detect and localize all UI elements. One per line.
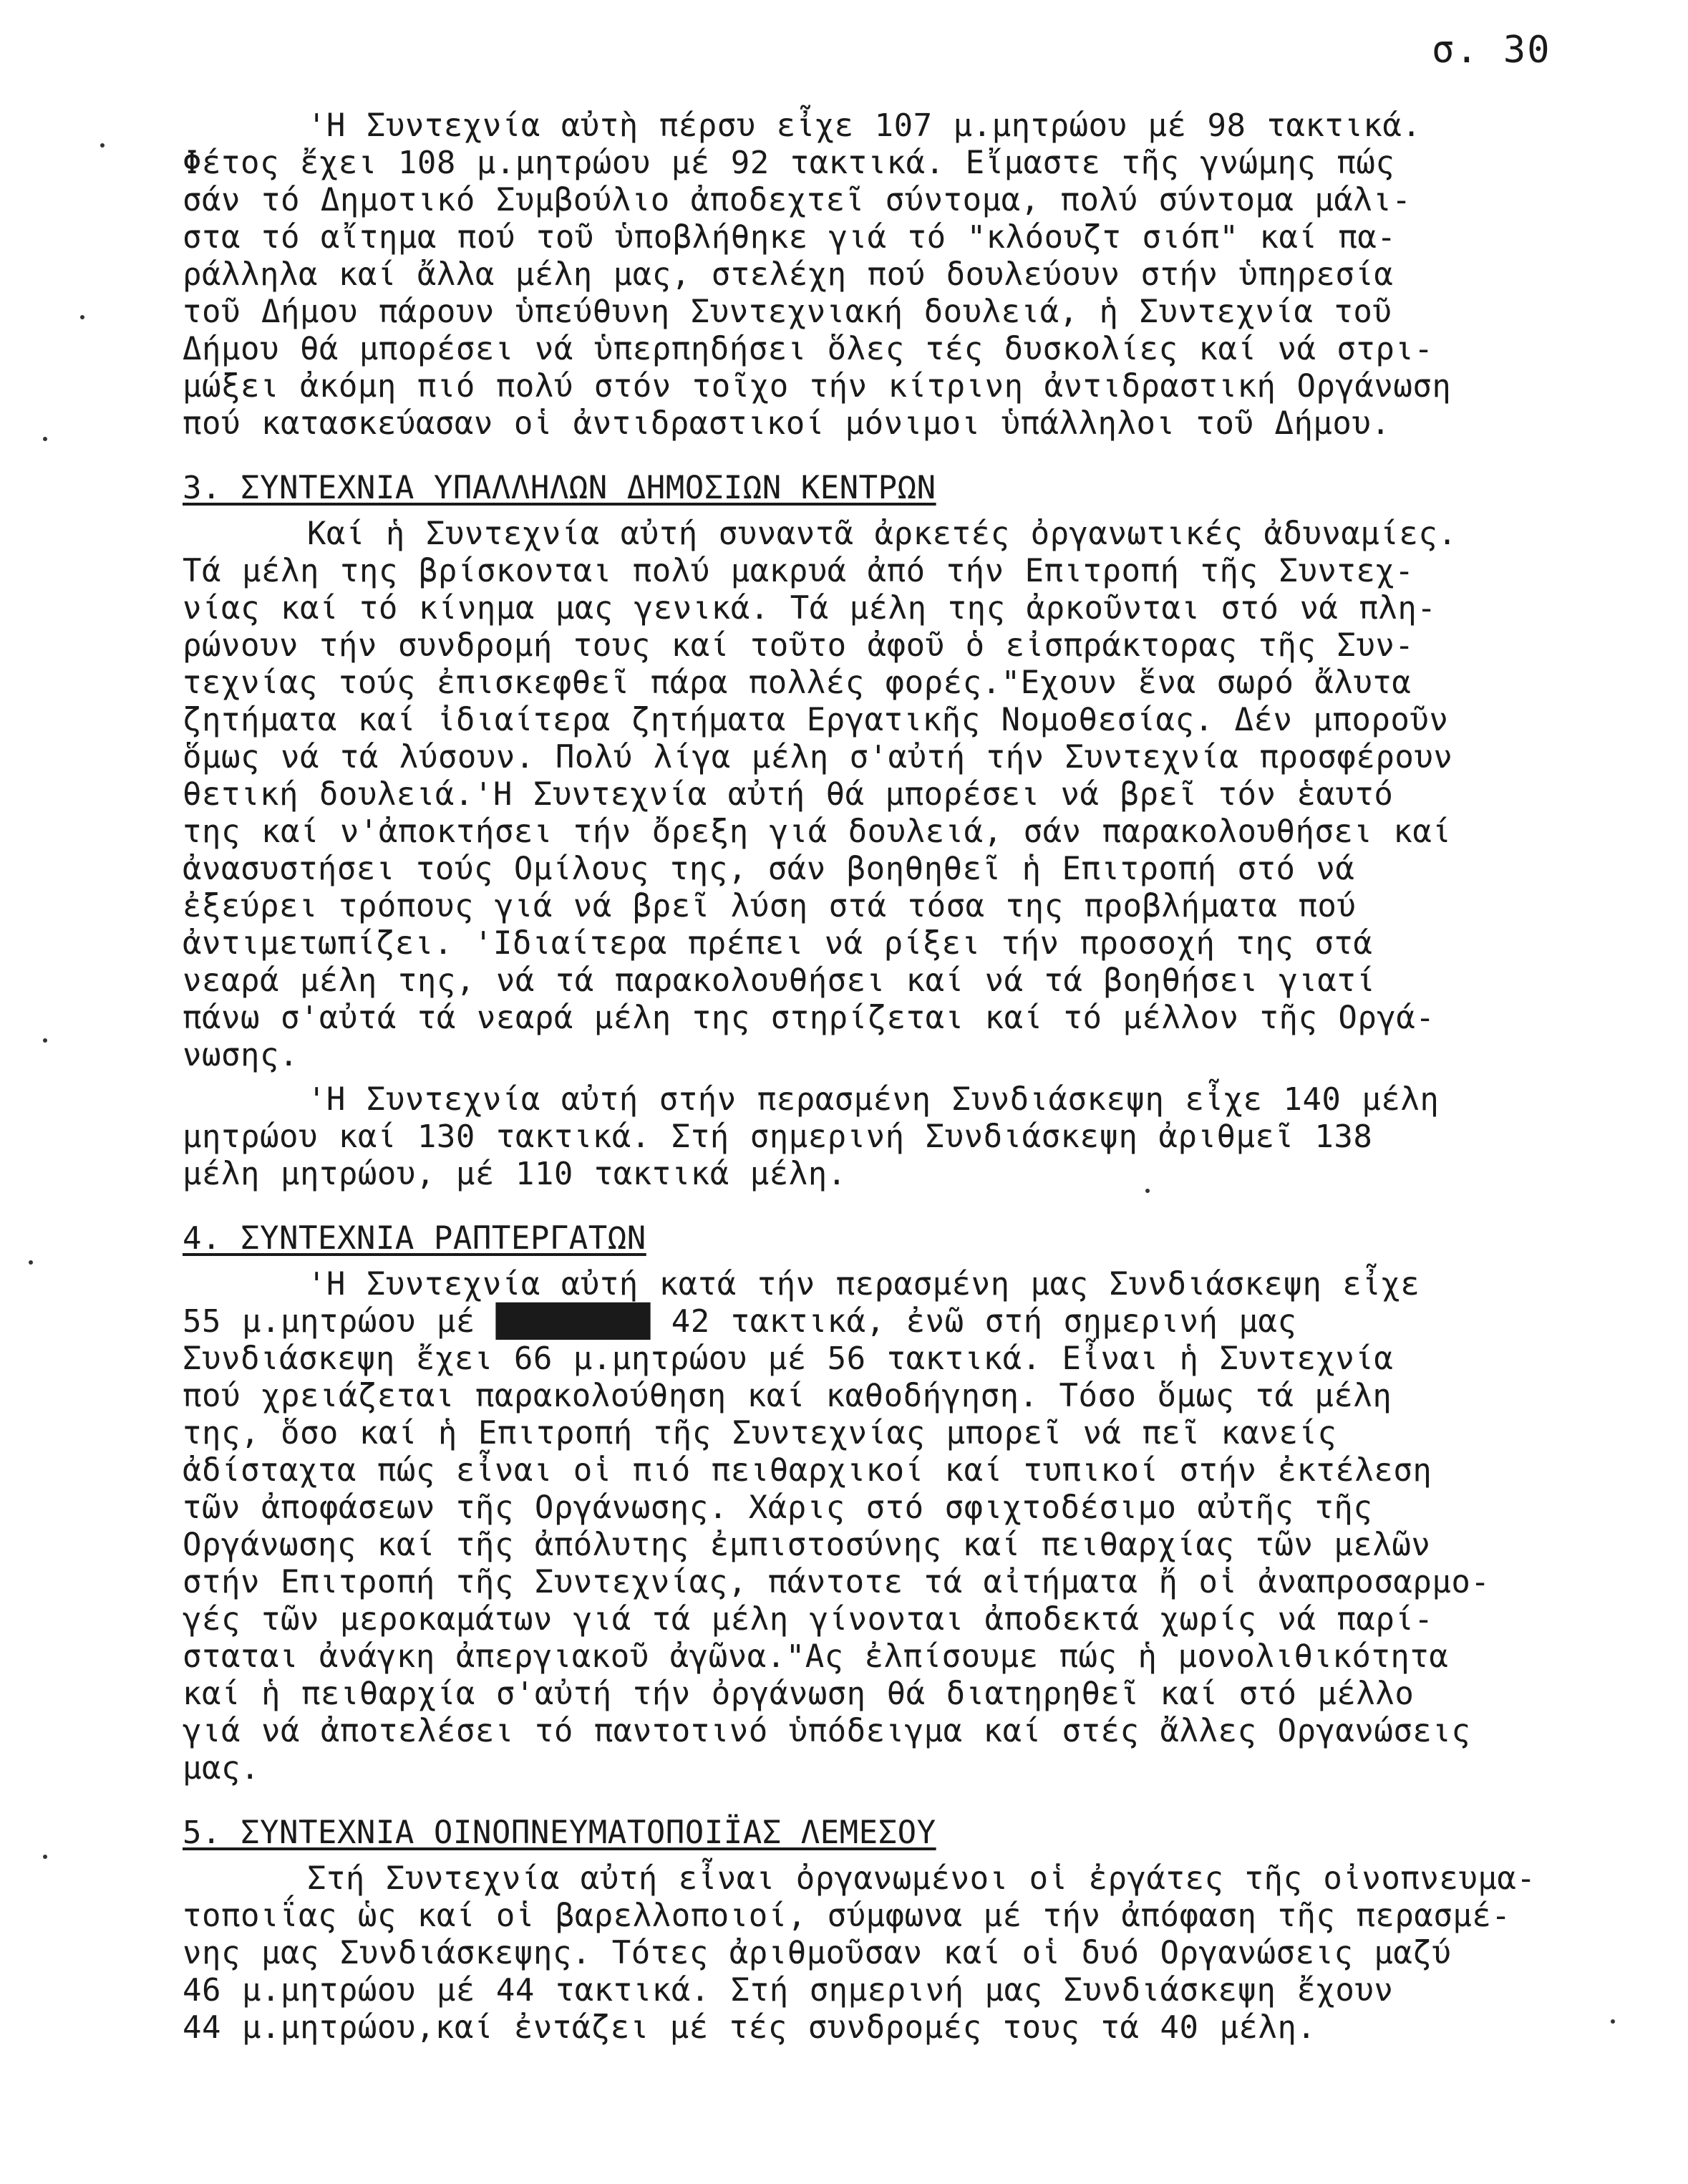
text-line: γές τῶν μεροκαμάτων γιά τά μέλη γίνονται ἀποδεκτά χωρίς νά παρί- — [183, 1601, 1434, 1638]
text-line: νης μας Συνδιάσκεψης. Τότες ἀριθμοῦσαν καί οἱ δυό Οργανώσεις μαζύ — [183, 1935, 1452, 1971]
text-line: πού χρειάζεται παρακολούθηση καί καθοδήγηση. Τόσο ὅμως τά μέλη — [183, 1378, 1392, 1414]
text-line: Συνδιάσκεψη ἔχει 66 μ.μητρώου μέ 56 τακτικά. Εἶναι ἡ Συντεχνία — [183, 1340, 1394, 1377]
scan-speck — [29, 1260, 33, 1265]
text-line: ρώνουν τήν συνδρομή τους καί τοῦτο ἀφοῦ ὁ εἰσπράκτορας τῆς Συν- — [183, 627, 1415, 664]
text-line: 46 μ.μητρώου μέ 44 τακτικά. Στή σημερινή μας Συνδιάσκεψη ἔχουν — [183, 1972, 1394, 2009]
section-heading: 3. ΣΥΝΤΕΧΝΙΑ ΥΠΑΛΛΗΛΩΝ ΔΗΜΟΣΙΩΝ ΚΕΝΤΡΩΝ — [183, 470, 936, 506]
text-line: Στή Συντεχνία αὐτή εἶναι ὀργανωμένοι οἱ ἐργάτες τῆς οἰνοπνευμα- — [183, 1860, 1536, 1897]
text-line: Τά μέλη της βρίσκονται πολύ μακρυά ἀπό τήν Επιτροπή τῆς Συντεχ- — [183, 553, 1415, 589]
text-line: 55 μ.μητρώου μέ ████████ 42 τακτικά, ἐνῶ στή σημερινή μας — [183, 1303, 1297, 1340]
paragraph — [183, 1081, 1621, 1193]
paragraph — [183, 1266, 1621, 1787]
text-line: 'Η Συντεχνία αὐτή κατά τήν περασμένη μας Συνδιάσκεψη εἶχε — [183, 1266, 1420, 1303]
document-body — [183, 107, 1621, 2054]
text-line: θετική δουλειά.'Η Συντεχνία αὐτή θά μπορέσει νά βρεῖ τόν ἑαυτό — [183, 776, 1394, 813]
text-line: μητρώου καί 130 τακτικά. Στή σημερινή Συνδιάσκεψη ἀριθμεῖ 138 — [183, 1118, 1373, 1155]
text-line: ἀδίσταχτα πώς εἶναι οἱ πιό πειθαρχικοί καί τυπικοί στήν ἐκτέλεση — [183, 1452, 1432, 1489]
text-line: νωσης. — [183, 1037, 299, 1073]
scan-speck — [43, 1855, 47, 1859]
text-line: της, ὅσο καί ἡ Επιτροπή τῆς Συντεχνίας μπορεῖ νά πεῖ κανείς — [183, 1415, 1337, 1451]
text-line: τῶν ἀποφάσεων τῆς Οργάνωσης. Χάρις στό σφιχτοδέσιμο αὐτῆς τῆς — [183, 1489, 1373, 1526]
text-line: 'Η Συντεχνία αὐτή στήν περασμένη Συνδιάσκεψη εἶχε 140 μέλη — [183, 1081, 1440, 1118]
text-line: Δήμου θά μπορέσει νά ὑπερπηδήσει ὅλες τές δυσκολίες καί νά στρι- — [183, 331, 1434, 367]
text-line: πού κατασκεύασαν οἱ ἀντιδραστικοί μόνιμοι ὑπάλληλοι τοῦ Δήμου. — [183, 405, 1391, 442]
text-line: ἐξεύρει τρόπους γιά νά βρεῖ λύση στά τόσα της προβλήματα πού — [183, 888, 1357, 924]
scan-speck — [1611, 2019, 1615, 2024]
text-line: ἀνασυστήσει τούς Ομίλους της, σάν βοηθηθεῖ ἡ Επιτροπή στό νά — [183, 851, 1355, 887]
scan-speck — [43, 437, 47, 441]
text-line: στα τό αἴτημα πού τοῦ ὑποβλήθηκε γιά τό "κλόουζτ σιόπ" καί πα- — [183, 219, 1397, 256]
page-number: σ. 30 — [1432, 29, 1551, 72]
paragraph — [183, 1860, 1621, 2047]
text-line: Φέτος ἔχει 108 μ.μητρώου μέ 92 τακτικά. Εἴμαστε τῆς γνώμης πώς — [183, 145, 1395, 181]
section-heading: 4. ΣΥΝΤΕΧΝΙΑ ΡΑΠΤΕΡΓΑΤΩΝ — [183, 1220, 646, 1257]
text-line: νεαρά μέλη της, νά τά παρακολουθήσει καί νά τά βοηθήσει γιατί — [183, 962, 1376, 999]
text-line: ράλληλα καί ἄλλα μέλη μας, στελέχη πού δουλεύουν στήν ὑπηρεσία — [183, 256, 1394, 293]
text-line: γιά νά ἀποτελέσει τό παντοτινό ὑπόδειγμα καί στές ἄλλες Οργανώσεις — [183, 1713, 1471, 1749]
text-line: της καί ν'ἀποκτήσει τήν ὄρεξη γιά δουλειά, σάν παρακολουθήσει καί — [183, 813, 1452, 850]
text-line: νίας καί τό κίνημα μας γενικά. Τά μέλη της ἀρκοῦνται στό νά πλη- — [183, 590, 1437, 627]
scan-speck — [80, 315, 84, 319]
text-line: Οργάνωσης καί τῆς ἀπόλυτης ἐμπιστοσύνης καί πειθαρχίας τῶν μελῶν — [183, 1527, 1431, 1563]
section-heading: 5. ΣΥΝΤΕΧΝΙΑ ΟΙΝΟΠΝΕΥΜΑΤΟΠΟΙΪΑΣ ΛΕΜΕΣΟΥ — [183, 1815, 936, 1851]
paragraph — [183, 516, 1621, 1074]
text-line: 44 μ.μητρώου,καί ἐντάζει μέ τές συνδρομές τους τά 40 μέλη. — [183, 2009, 1316, 2046]
text-line: πάνω σ'αὐτά τά νεαρά μέλη της στηρίζεται καί τό μέλλον τῆς Οργά- — [183, 1000, 1435, 1036]
scan-speck — [100, 143, 105, 148]
text-line: Καί ἡ Συντεχνία αὐτή συναντᾶ ἀρκετές ὀργανωτικές ἀδυναμίες. — [183, 516, 1457, 552]
text-line: ἀντιμετωπίζει. 'Ιδιαίτερα πρέπει νά ρίξει τήν προσοχή της στά — [183, 925, 1373, 962]
text-line: τοποιΐας ὡς καί οἱ βαρελλοποιοί, σύμφωνα μέ τήν ἀπόφαση τῆς περασμέ- — [183, 1898, 1511, 1934]
text-line: ζητήματα καί ἰδιαίτερα ζητήματα Εργατικῆς Νομοθεσίας. Δέν μποροῦν — [183, 702, 1449, 738]
paragraph — [183, 107, 1621, 443]
scan-speck — [43, 1038, 47, 1043]
text-line: ὅμως νά τά λύσουν. Πολύ λίγα μέλη σ'αὐτή τήν Συντεχνία προσφέρουν — [183, 739, 1453, 775]
text-line: τεχνίας τούς ἐπισκεφθεῖ πάρα πολλές φορές."Εχουν ἕνα σωρό ἄλυτα — [183, 665, 1412, 701]
text-line: 'Η Συντεχνία αὐτὴ πέρσυ εἶχε 107 μ.μητρώου μέ 98 τακτικά. — [183, 107, 1422, 144]
text-line: μέλη μητρώου, μέ 110 τακτικά μέλη. — [183, 1156, 847, 1192]
text-line: μώξει ἀκόμη πιό πολύ στόν τοῖχο τήν κίτρινη ἀντιδραστική Οργάνωση — [183, 368, 1452, 405]
text-line: στήν Επιτροπή τῆς Συντεχνίας, πάντοτε τά αἰτήματα ἤ οἱ ἀναπροσαρμο- — [183, 1564, 1490, 1600]
text-line: σάν τό Δημοτικό Συμβούλιο ἀποδεχτεῖ σύντομα, πολύ σύντομα μάλι- — [183, 182, 1412, 218]
text-line: μας. — [183, 1750, 260, 1787]
text-line: τοῦ Δήμου πάρουν ὑπεύθυνη Συντεχνιακή δουλειά, ἡ Συντεχνία τοῦ — [183, 294, 1392, 330]
text-line: σταται ἀνάγκη ἀπεργιακοῦ ἀγῶνα."Ας ἐλπίσουμε πώς ἡ μονολιθικότητα — [183, 1638, 1449, 1675]
scan-speck — [1145, 1189, 1150, 1193]
text-line: καί ἡ πειθαρχία σ'αὐτή τήν ὀργάνωση θά διατηρηθεῖ καί στό μέλλο — [183, 1676, 1415, 1712]
